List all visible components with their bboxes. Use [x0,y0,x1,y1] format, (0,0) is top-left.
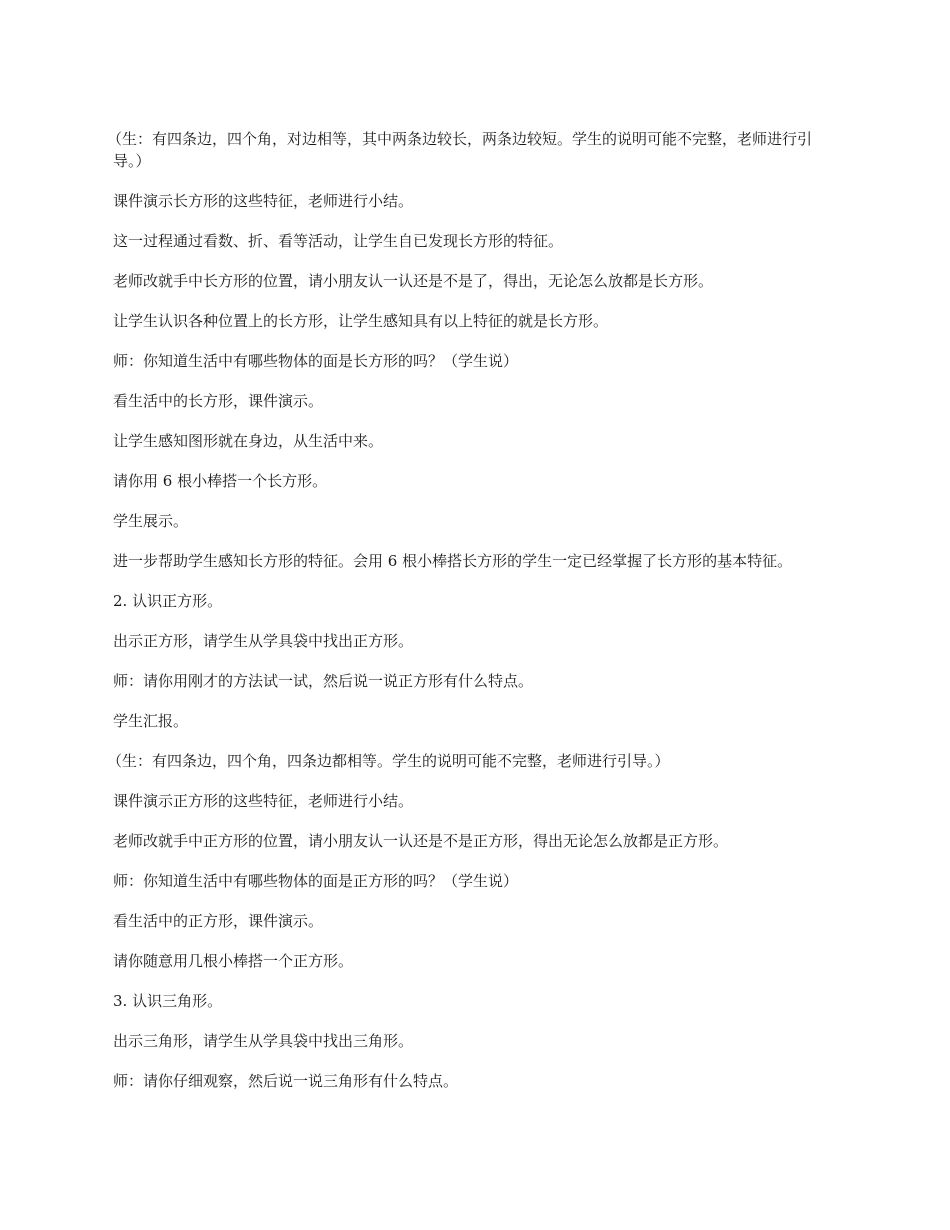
paragraph-rectangle-student-answer: （生：有四条边，四个角，对边相等，其中两条边较长，两条边较短。学生的说明可能不完整，老师进行引导。） [107,130,813,170]
paragraph-square-life-demo: 看生活中的正方形，课件演示。 [113,912,324,930]
paragraph-rectangle-question: 师：你知道生活中有哪些物体的面是长方形的吗？（学生说） [113,352,519,370]
paragraph-square-question: 师：请你用刚才的方法试一试，然后说一说正方形有什么特点。 [113,672,534,690]
paragraph-student-report: 学生汇报。 [113,712,189,730]
section-heading-square: 2. 认识正方形。 [113,592,223,610]
paragraph-rectangle-life-demo: 看生活中的长方形，课件演示。 [113,392,324,410]
section-heading-triangle: 3. 认识三角形。 [113,992,223,1010]
paragraph-square-sticks-task: 请你随意用几根小棒搭一个正方形。 [113,952,354,970]
paragraph-rectangle-discovery: 这一过程通过看数、折、看等活动，让学生自已发现长方形的特征。 [113,232,564,250]
paragraph-rectangle-recognition: 让学生认识各种位置上的长方形，让学生感知具有以上特征的就是长方形。 [113,312,609,330]
paragraph-rectangle-life-perception: 让学生感知图形就在身边，从生活中来。 [113,432,384,450]
paragraph-rectangle-position: 老师改就手中长方形的位置，请小朋友认一认还是不是了，得出，无论怎么放都是长方形。 [113,272,714,290]
paragraph-rectangle-summary: 课件演示长方形的这些特征，老师进行小结。 [113,192,414,210]
paragraph-square-life-question: 师：你知道生活中有哪些物体的面是正方形的吗？（学生说） [113,872,519,890]
paragraph-triangle-show: 出示三角形，请学生从学具袋中找出三角形。 [113,1032,414,1050]
paragraph-student-show: 学生展示。 [113,512,189,530]
paragraph-square-summary: 课件演示正方形的这些特征，老师进行小结。 [113,792,414,810]
paragraph-rectangle-sticks-task: 请你用 6 根小棒搭一个长方形。 [113,472,328,490]
paragraph-square-show: 出示正方形，请学生从学具袋中找出正方形。 [113,632,414,650]
paragraph-square-position: 老师改就手中正方形的位置，请小朋友认一认还是不是正方形，得出无论怎么放都是正方形。 [113,832,729,850]
paragraph-triangle-question: 师：请你仔细观察，然后说一说三角形有什么特点。 [113,1072,459,1090]
document-body [107,128,833,1110]
paragraph-square-student-answer: （生：有四条边，四个角，四条边都相等。学生的说明可能不完整，老师进行引导。） [107,752,670,770]
paragraph-rectangle-sticks-summary: 进一步帮助学生感知长方形的特征。会用 6 根小棒搭长方形的学生一定已经掌握了长方形的基本特征。 [113,552,793,570]
